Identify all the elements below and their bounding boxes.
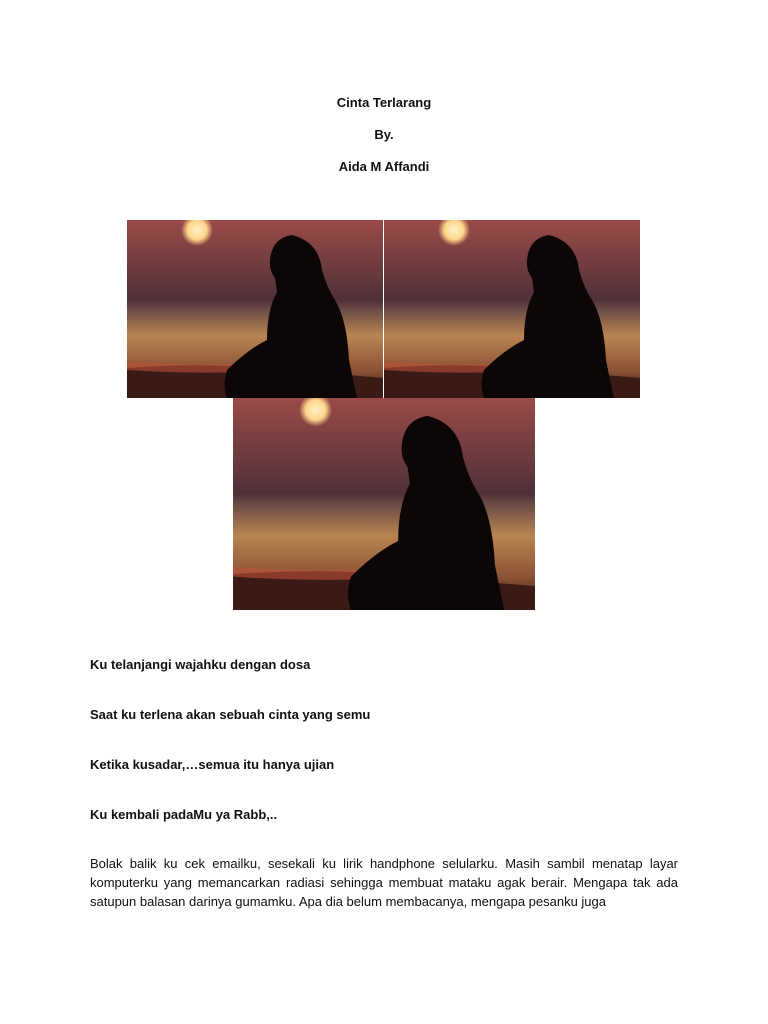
poem-line-1: Ku telanjangi wajahku dengan dosa <box>90 657 311 672</box>
silhouette-photo-1 <box>127 220 383 398</box>
poem-line-2: Saat ku terlena akan sebuah cinta yang semu <box>90 707 371 722</box>
document-title: Cinta Terlarang <box>336 95 432 110</box>
silhouette-photo-2 <box>384 220 640 398</box>
story-paragraph: Bolak balik ku cek emailku, sesekali ku lirik handphone selularku. Masih sambil menatap layar komputerku yang memancarkan radiasi sehingga membuat mataku agak berair. Mengapa tak ada satupun balasan darinya gumamku. Apa dia belum membacanya, mengapa pesanku juga <box>90 856 678 909</box>
author-name: Aida M Affandi <box>338 159 430 174</box>
silhouette-photo-3 <box>233 398 535 610</box>
by-label: By. <box>374 127 394 142</box>
poem-line-4: Ku kembali padaMu ya Rabb,.. <box>90 807 278 822</box>
poem-line-3: Ketika kusadar,…semua itu hanya ujian <box>90 757 335 772</box>
